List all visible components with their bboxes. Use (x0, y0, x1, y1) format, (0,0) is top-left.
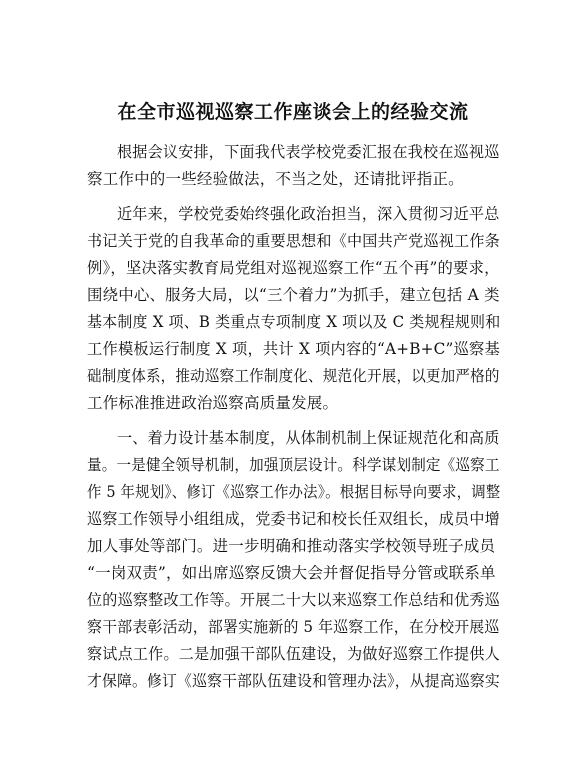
paragraph-3-line-5: 加人事处等部门。进一步明确和推动落实学校领导班子成员 (87, 537, 496, 555)
paragraph-2-line-4: 围绕中心、服务大局，以“三个着力”为抓手，建立包括 A 类 (87, 286, 500, 304)
paragraph-3-line-9: 察试点工作。二是加强干部队伍建设，为做好巡察工作提供人 (87, 645, 500, 663)
paragraph-2-line-6: 工作模板运行制度 X 项，共计 X 项内容的“A+B+C”巡察基 (87, 340, 500, 358)
paragraph-2-line-2: 书记关于党的自我革命的重要思想和《中国共产党巡视工作条 (87, 232, 500, 250)
paragraph-2-line-1: 近年来，学校党委始终强化政治担当，深入贯彻习近平总 (117, 205, 500, 223)
paragraph-2-line-5: 基本制度 X 项、B 类重点专项制度 X 项以及 C 类规程规则和 (87, 313, 501, 331)
paragraph-3-line-10: 才保障。修订《巡察干部队伍建设和管理办法》，从提高巡察实 (87, 672, 500, 690)
paragraph-3-line-4: 巡察工作领导小组组成，党委书记和校长任双组长，成员中增 (87, 510, 500, 528)
document-title: 在全市巡视巡察工作座谈会上的经验交流 (117, 101, 469, 123)
paragraph-3-line-6: “一岗双责”，如出席巡察反馈大会并督促指导分管或联系单 (87, 564, 496, 582)
paragraph-3-line-8: 察干部表彰活动，部署实施新的 5 年巡察工作，在分校开展巡 (87, 618, 500, 636)
paragraph-1-line-1: 根据会议安排，下面我代表学校党委汇报在我校在巡视巡 (117, 143, 500, 161)
paragraph-3-line-1: 一、着力设计基本制度，从体制机制上保证规范化和高质 (117, 429, 500, 447)
paragraph-3-line-2: 量。一是健全领导机制，加强顶层设计。科学谋划制定《巡察工 (87, 456, 500, 474)
paragraph-1-line-2: 察工作中的一些经验做法，不当之处，还请批评指正。 (87, 170, 464, 188)
paragraph-3-line-3: 作 5 年规划》、修订《巡察工作办法》。根据目标导向要求，调整 (87, 483, 501, 501)
paragraph-3-line-7: 位的巡察整改工作等。开展二十大以来巡察工作总结和优秀巡 (87, 591, 500, 609)
paragraph-2-line-8: 工作标准推进政治巡察高质量发展。 (87, 394, 339, 412)
paragraph-2-line-3: 例》，坚决落实教育局党组对巡视巡察工作“五个再”的要求， (87, 259, 500, 277)
paragraph-2-line-7: 础制度体系，推动巡察工作制度化、规范化开展，以更加严格的 (87, 367, 500, 385)
